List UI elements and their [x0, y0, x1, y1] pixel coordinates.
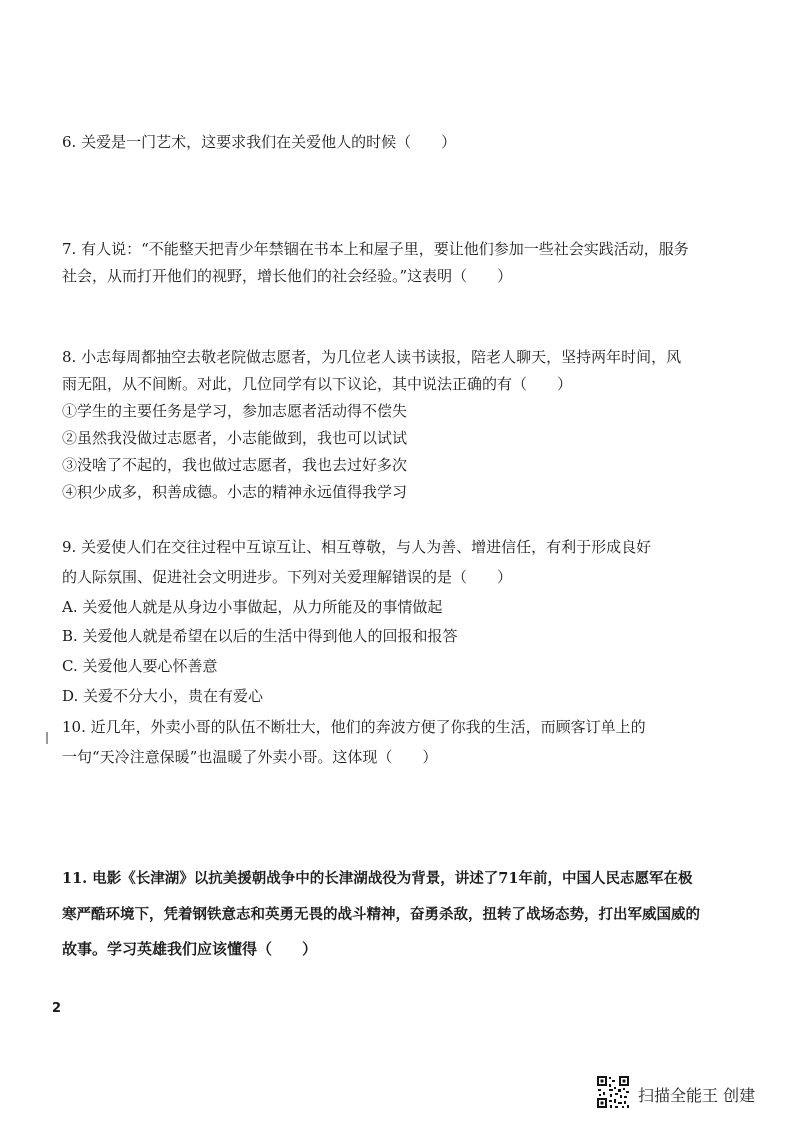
- q7-stem-line-2: 社会，从而打开他们的视野，增长他们的社会经验。”这表明（ ）: [62, 267, 513, 285]
- q9-option-d: D. 关爱不分大小，贵在有爱心: [62, 687, 264, 705]
- scanner-watermark: [596, 1075, 786, 1111]
- q10-stem-line-1: 10. 近几年，外卖小哥的队伍不断壮大，他们的奔波方便了你我的生活，而顾客订单上的: [62, 718, 646, 736]
- q9-stem-line-2: 的人际氛围、促进社会文明进步。下列对关爱理解错误的是（ ）: [62, 568, 513, 586]
- q9-stem-line-1: 9. 关爱使人们在交往过程中互谅互让、相互尊敬，与人为善、增进信任，有利于形成良好: [62, 538, 652, 556]
- q9-option-a: A. 关爱他人就是从身边小事做起，从力所能及的事情做起: [62, 598, 443, 616]
- q7-stem-line-1: 7. 有人说：“不能整天把青少年禁锢在书本上和屋子里，要让他们参加一些社会实践活动，服务: [62, 240, 689, 258]
- q8-stem-line-1: 8. 小志每周都抽空去敬老院做志愿者，为几位老人读书读报，陪老人聊天，坚持两年时间，风: [62, 348, 682, 366]
- q11-stem-line-1: 11. 电影《长津湖》以抗美援朝战争中的长津湖战役为背景，讲述了71年前，中国人民志愿军在极: [62, 870, 693, 887]
- q11-stem-line-2: 寒严酷环境下，凭着钢铁意志和英勇无畏的战斗精神，奋勇杀敌，扭转了战场态势，打出军威国威的: [62, 906, 700, 923]
- q10-stem-line-2: 一句“天冷注意保暖”也温暖了外卖小哥。这体现（ ）: [62, 748, 438, 766]
- q8-option-4: ④积少成多，积善成德。小志的精神永远值得我学习: [62, 483, 408, 501]
- q8-option-1: ①学生的主要任务是学习，参加志愿者活动得不偿失: [62, 402, 408, 420]
- q8-option-2: ②虽然我没做过志愿者，小志能做到，我也可以试试: [62, 429, 408, 447]
- qr-code-icon: [596, 1075, 630, 1109]
- scanner-watermark-text: 扫描全能王 创建: [638, 1086, 756, 1105]
- q6-stem: 6. 关爱是一门艺术，这要求我们在关爱他人的时候（ ）: [62, 133, 457, 151]
- margin-mark: [46, 732, 48, 744]
- page-number: 2: [52, 1001, 62, 1016]
- q8-stem-line-2: 雨无阻，从不间断。对此，几位同学有以下议论，其中说法正确的有（ ）: [62, 375, 573, 393]
- q9-option-b: B. 关爱他人就是希望在以后的生活中得到他人的回报和报答: [62, 627, 458, 645]
- q9-option-c: C. 关爱他人要心怀善意: [62, 657, 218, 675]
- q8-option-3: ③没啥了不起的，我也做过志愿者，我也去过好多次: [62, 456, 408, 474]
- q11-stem-line-3: 故事。学习英雄我们应该懂得（ ）: [62, 940, 318, 958]
